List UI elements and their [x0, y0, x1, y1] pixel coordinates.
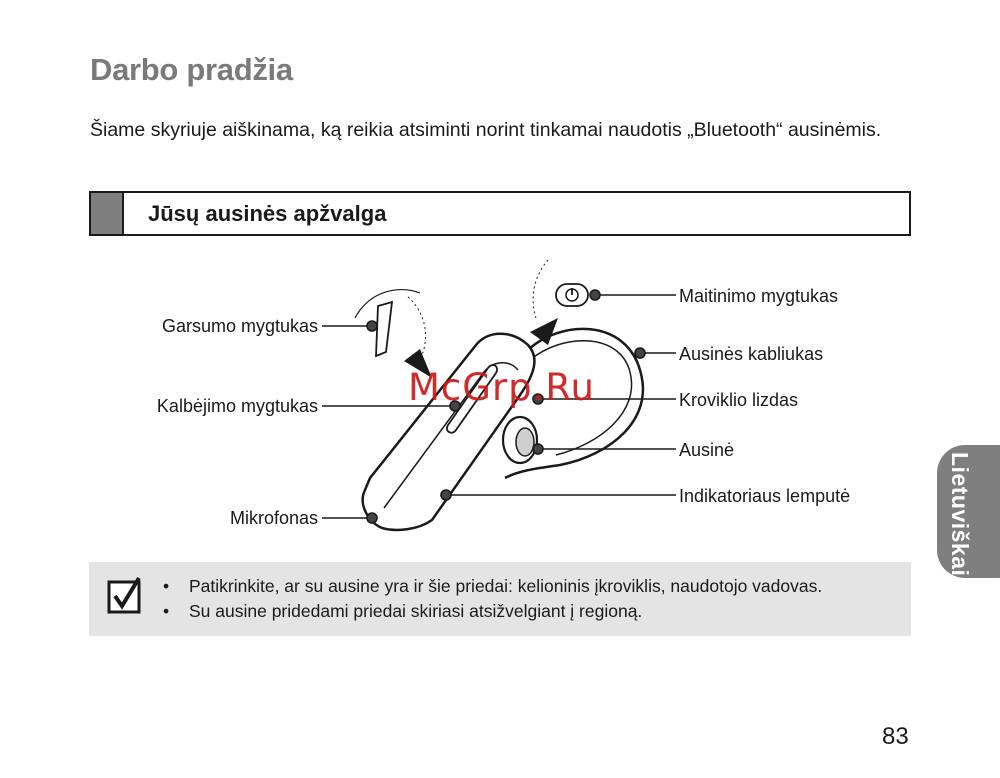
watermark: McGrp.Ru [408, 366, 595, 409]
note-item: • Patikrinkite, ar su ausine yra ir šie priedai: kelioninis įkroviklis, naudotojo vadovas. [159, 574, 822, 599]
intro-text: Šiame skyriuje aiškinama, ką reikia atsiminti norint tinkamai naudotis „Bluetooth“ ausinėmis. [90, 119, 882, 141]
page-title: Darbo pradžia [90, 52, 293, 87]
label-indicator: Indikatoriaus lemputė [679, 486, 851, 506]
power-callout-arc [533, 260, 548, 318]
note-item: • Su ausine pridedami priedai skiriasi atsižvelgiant į regioną. [159, 599, 822, 624]
label-charger: Kroviklio lizdas [679, 390, 799, 410]
note-list [159, 574, 822, 624]
earpiece-tip [516, 428, 534, 456]
label-earpiece: Ausinė [679, 440, 735, 460]
label-hook: Ausinės kabliukas [679, 344, 824, 364]
page-number: 83 [882, 723, 909, 750]
language-tab-label: Lietuviškai [947, 452, 973, 577]
label-talk: Kalbėjimo mygtukas [156, 396, 318, 416]
label-power: Maitinimo mygtukas [679, 286, 839, 306]
volume-button-icon [376, 302, 392, 356]
note-box [89, 562, 911, 636]
label-microphone: Mikrofonas [229, 508, 318, 528]
section-title: Jūsų ausinės apžvalga [148, 201, 387, 226]
label-volume: Garsumo mygtukas [161, 316, 318, 336]
checkbox-icon [107, 576, 143, 614]
power-pointer [530, 318, 558, 345]
volume-callout-arc [408, 297, 426, 355]
